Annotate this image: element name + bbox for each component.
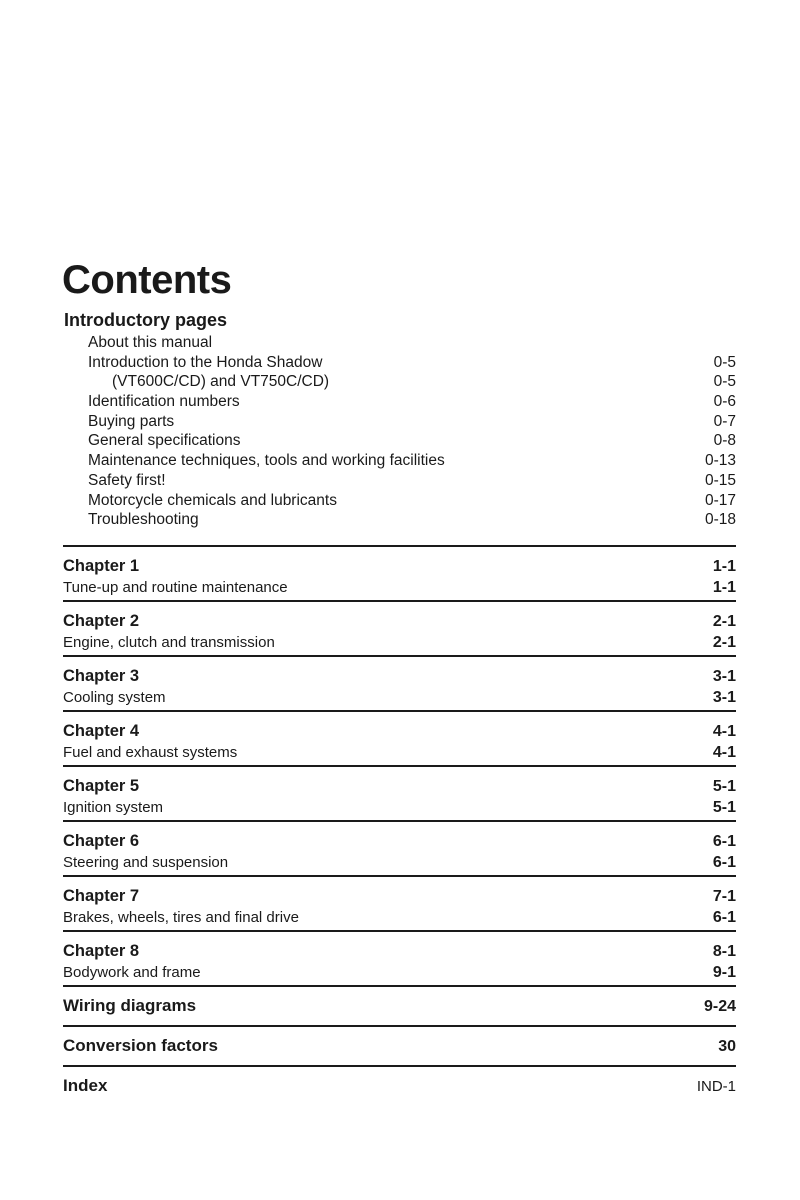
- chapter-entry[interactable]: [63, 767, 736, 820]
- chapter-subtitle-page: 4-1: [712, 744, 736, 761]
- chapter-entry[interactable]: [63, 712, 736, 765]
- index-entry[interactable]: [63, 1067, 736, 1105]
- intro-item-label: Troubleshooting: [88, 511, 199, 529]
- intro-item-page: 0-6: [713, 393, 736, 411]
- intro-item-label: General specifications: [88, 432, 241, 450]
- intro-item[interactable]: [88, 510, 736, 530]
- intro-item-page: 0-7: [713, 412, 736, 430]
- chapter-subtitle: Brakes, wheels, tires and final drive: [63, 909, 299, 926]
- intro-item-label: (VT600C/CD) and VT750C/CD): [112, 373, 330, 391]
- chapter-entry[interactable]: [63, 547, 736, 600]
- conversion-page: 30: [718, 1038, 736, 1055]
- intro-item-label: Maintenance techniques, tools and working facilities: [88, 452, 445, 470]
- chapter-subtitle: Engine, clutch and transmission: [63, 634, 275, 651]
- intro-item[interactable]: [88, 412, 736, 432]
- intro-item[interactable]: [88, 353, 736, 373]
- chapter-title: Chapter 4: [63, 722, 140, 740]
- chapter-title: Chapter 3: [63, 667, 140, 685]
- chapter-entry[interactable]: [63, 822, 736, 875]
- intro-item[interactable]: [88, 392, 736, 412]
- chapter-list: [63, 545, 736, 1105]
- intro-item-label: Identification numbers: [88, 393, 240, 411]
- index-page: IND-1: [696, 1078, 736, 1095]
- chapter-title: Chapter 5: [63, 777, 140, 795]
- wiring-page: 9-24: [703, 998, 736, 1015]
- wiring-title: Wiring diagrams: [63, 996, 197, 1015]
- chapter-subtitle: Fuel and exhaust systems: [63, 744, 238, 761]
- chapter-subtitle-page: 6-1: [712, 854, 736, 871]
- conversion-title: Conversion factors: [63, 1036, 218, 1055]
- chapter-title: Chapter 7: [63, 887, 140, 905]
- intro-item[interactable]: [88, 372, 736, 392]
- intro-item-label: Safety first!: [88, 471, 166, 489]
- intro-item[interactable]: [88, 451, 736, 471]
- chapter-page: 8-1: [712, 943, 736, 960]
- chapter-page: 2-1: [712, 613, 736, 630]
- wiring-entry[interactable]: [63, 987, 736, 1025]
- chapter-page: 7-1: [712, 888, 736, 905]
- chapter-title: Chapter 8: [63, 942, 140, 960]
- intro-item-page: 0-13: [704, 452, 736, 470]
- chapter-subtitle-page: 5-1: [712, 799, 736, 816]
- intro-item[interactable]: [88, 491, 736, 511]
- intro-item[interactable]: [88, 471, 736, 491]
- chapter-page: 1-1: [712, 558, 736, 575]
- intro-item-label: Introduction to the Honda Shadow: [88, 353, 323, 371]
- chapter-title: Chapter 2: [63, 612, 140, 630]
- chapter-subtitle-page: 9-1: [712, 964, 736, 981]
- intro-item[interactable]: [88, 431, 736, 451]
- intro-item-label: Motorcycle chemicals and lubricants: [88, 491, 337, 509]
- intro-item-page: 0-5: [713, 353, 736, 371]
- chapter-entry[interactable]: [63, 657, 736, 710]
- intro-item-label: Buying parts: [88, 412, 175, 430]
- chapter-subtitle: Steering and suspension: [63, 854, 229, 871]
- intro-item-page: 0-18: [704, 511, 736, 529]
- chapter-subtitle-page: 6-1: [712, 909, 736, 926]
- chapter-title: Chapter 6: [63, 832, 140, 850]
- chapter-subtitle: Ignition system: [63, 799, 164, 816]
- conversion-entry[interactable]: [63, 1027, 736, 1065]
- intro-item-page: 0-15: [704, 471, 736, 489]
- chapter-page: 4-1: [712, 723, 736, 740]
- index-title: Index: [63, 1076, 108, 1095]
- intro-item-page: 0-17: [704, 491, 736, 509]
- chapter-subtitle-page: 1-1: [712, 579, 736, 596]
- chapter-subtitle: Bodywork and frame: [63, 964, 201, 981]
- intro-item-page: 0-5: [713, 373, 736, 391]
- chapter-entry[interactable]: [63, 932, 736, 985]
- chapter-page: 3-1: [712, 668, 736, 685]
- intro-item[interactable]: [88, 333, 736, 353]
- intro-heading: Introductory pages: [64, 310, 228, 330]
- chapter-subtitle: Cooling system: [63, 689, 166, 706]
- intro-item-page: 0-8: [713, 432, 736, 450]
- chapter-entry[interactable]: [63, 877, 736, 930]
- chapter-subtitle-page: 2-1: [712, 634, 736, 651]
- chapter-page: 5-1: [712, 778, 736, 795]
- chapter-subtitle: Tune-up and routine maintenance: [63, 579, 288, 596]
- chapter-subtitle-page: 3-1: [712, 689, 736, 706]
- intro-list: [88, 333, 736, 530]
- page-title: Contents: [62, 258, 232, 302]
- intro-item-label: About this manual: [88, 334, 213, 351]
- chapter-title: Chapter 1: [63, 557, 140, 575]
- chapter-page: 6-1: [712, 833, 736, 850]
- chapter-entry[interactable]: [63, 602, 736, 655]
